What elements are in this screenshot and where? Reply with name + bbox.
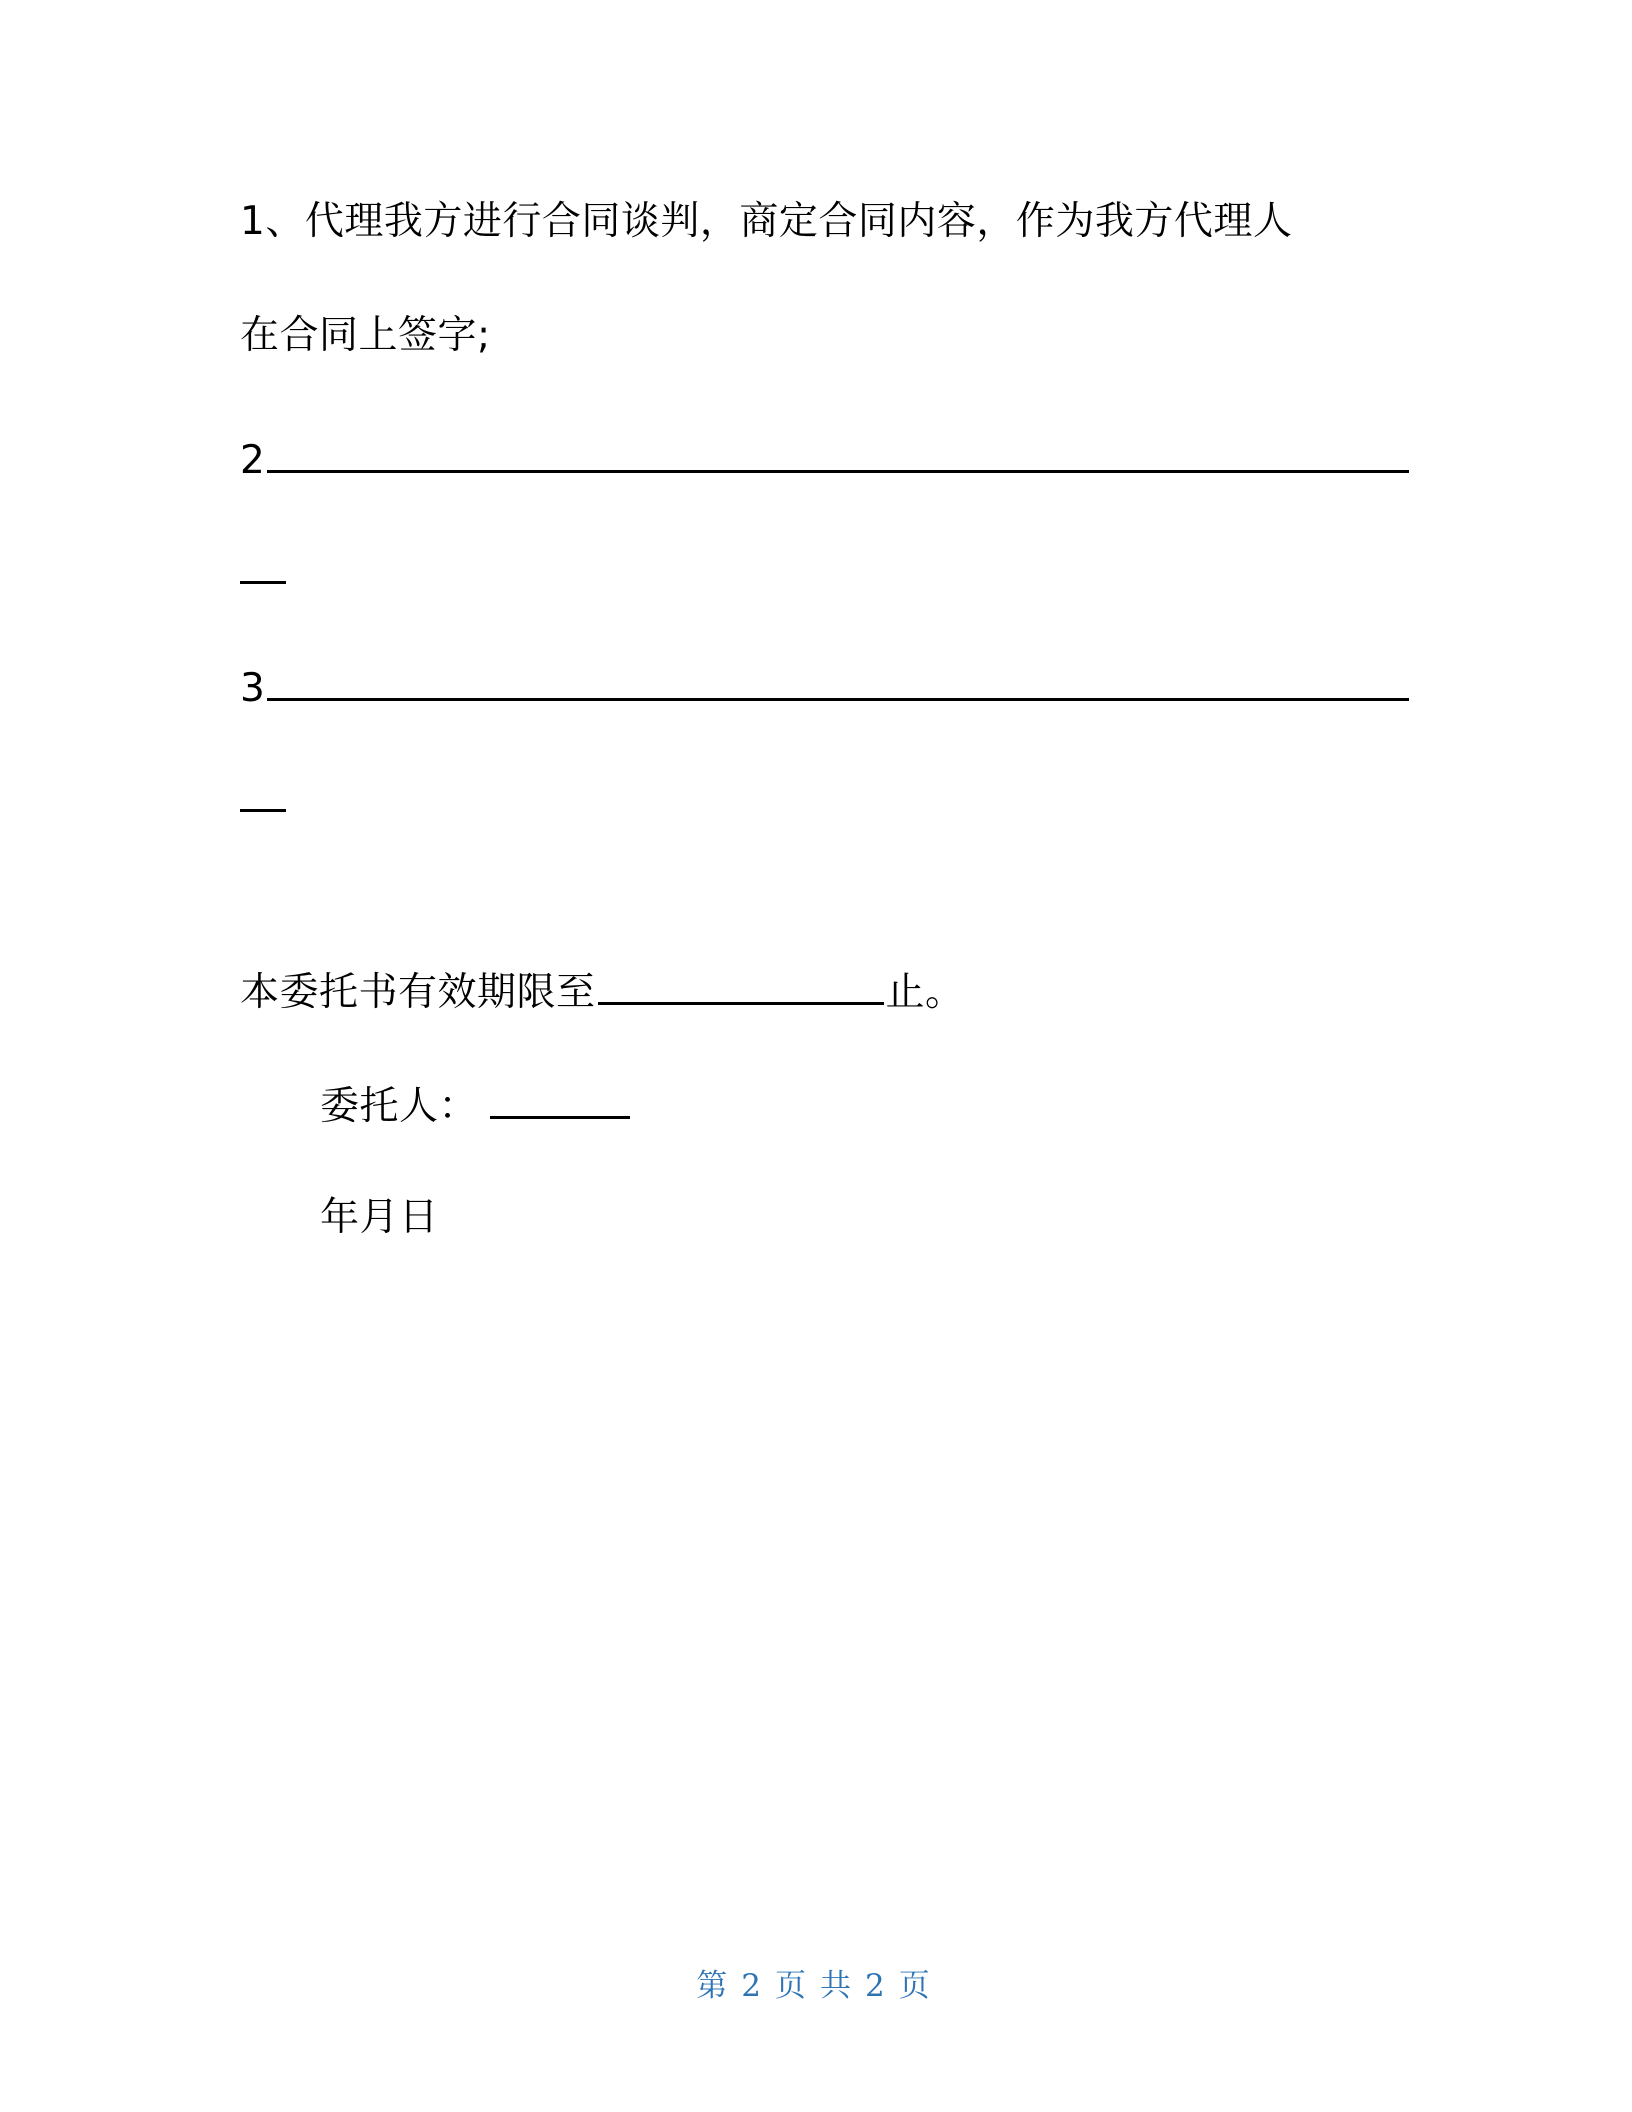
date-line: 年月日 — [320, 1195, 439, 1240]
clause-2-blank — [267, 434, 1409, 473]
footer-ye-2: 页 — [898, 1968, 936, 2004]
clause-3-blank — [267, 662, 1409, 701]
footer-ye: 页 — [775, 1968, 812, 2004]
validity-line — [240, 966, 965, 1017]
validity-prefix: 本委托书有效期限至 — [240, 970, 596, 1015]
clause-2-number: 2 — [240, 438, 266, 483]
principal-label: 委托人： — [320, 1084, 479, 1129]
footer-page-number: 2 — [741, 1968, 767, 2004]
page-footer — [0, 1960, 1632, 2005]
clause-3-blank-continuation — [240, 808, 286, 812]
footer-di: 第 — [696, 1968, 734, 2004]
clause-3-number: 3 — [240, 666, 266, 711]
validity-suffix: 止。 — [885, 970, 965, 1015]
footer-total-pages: 2 — [865, 1968, 891, 2004]
clause-3-continuation — [240, 776, 286, 824]
clause-2-line — [240, 434, 1409, 485]
clause-1-line: 1、代理我方进行合同谈判，商定合同内容，作为我方代理人 — [240, 199, 1293, 244]
validity-date-blank — [598, 966, 884, 1005]
principal-signature-blank — [490, 1080, 630, 1119]
clause-1-continuation: 在合同上签字; — [240, 313, 491, 358]
principal-line — [320, 1080, 630, 1131]
clause-2-blank-continuation — [240, 580, 286, 584]
clause-3-line — [240, 662, 1409, 713]
clause-2-continuation — [240, 548, 286, 596]
footer-gong: 共 — [820, 1968, 857, 2004]
